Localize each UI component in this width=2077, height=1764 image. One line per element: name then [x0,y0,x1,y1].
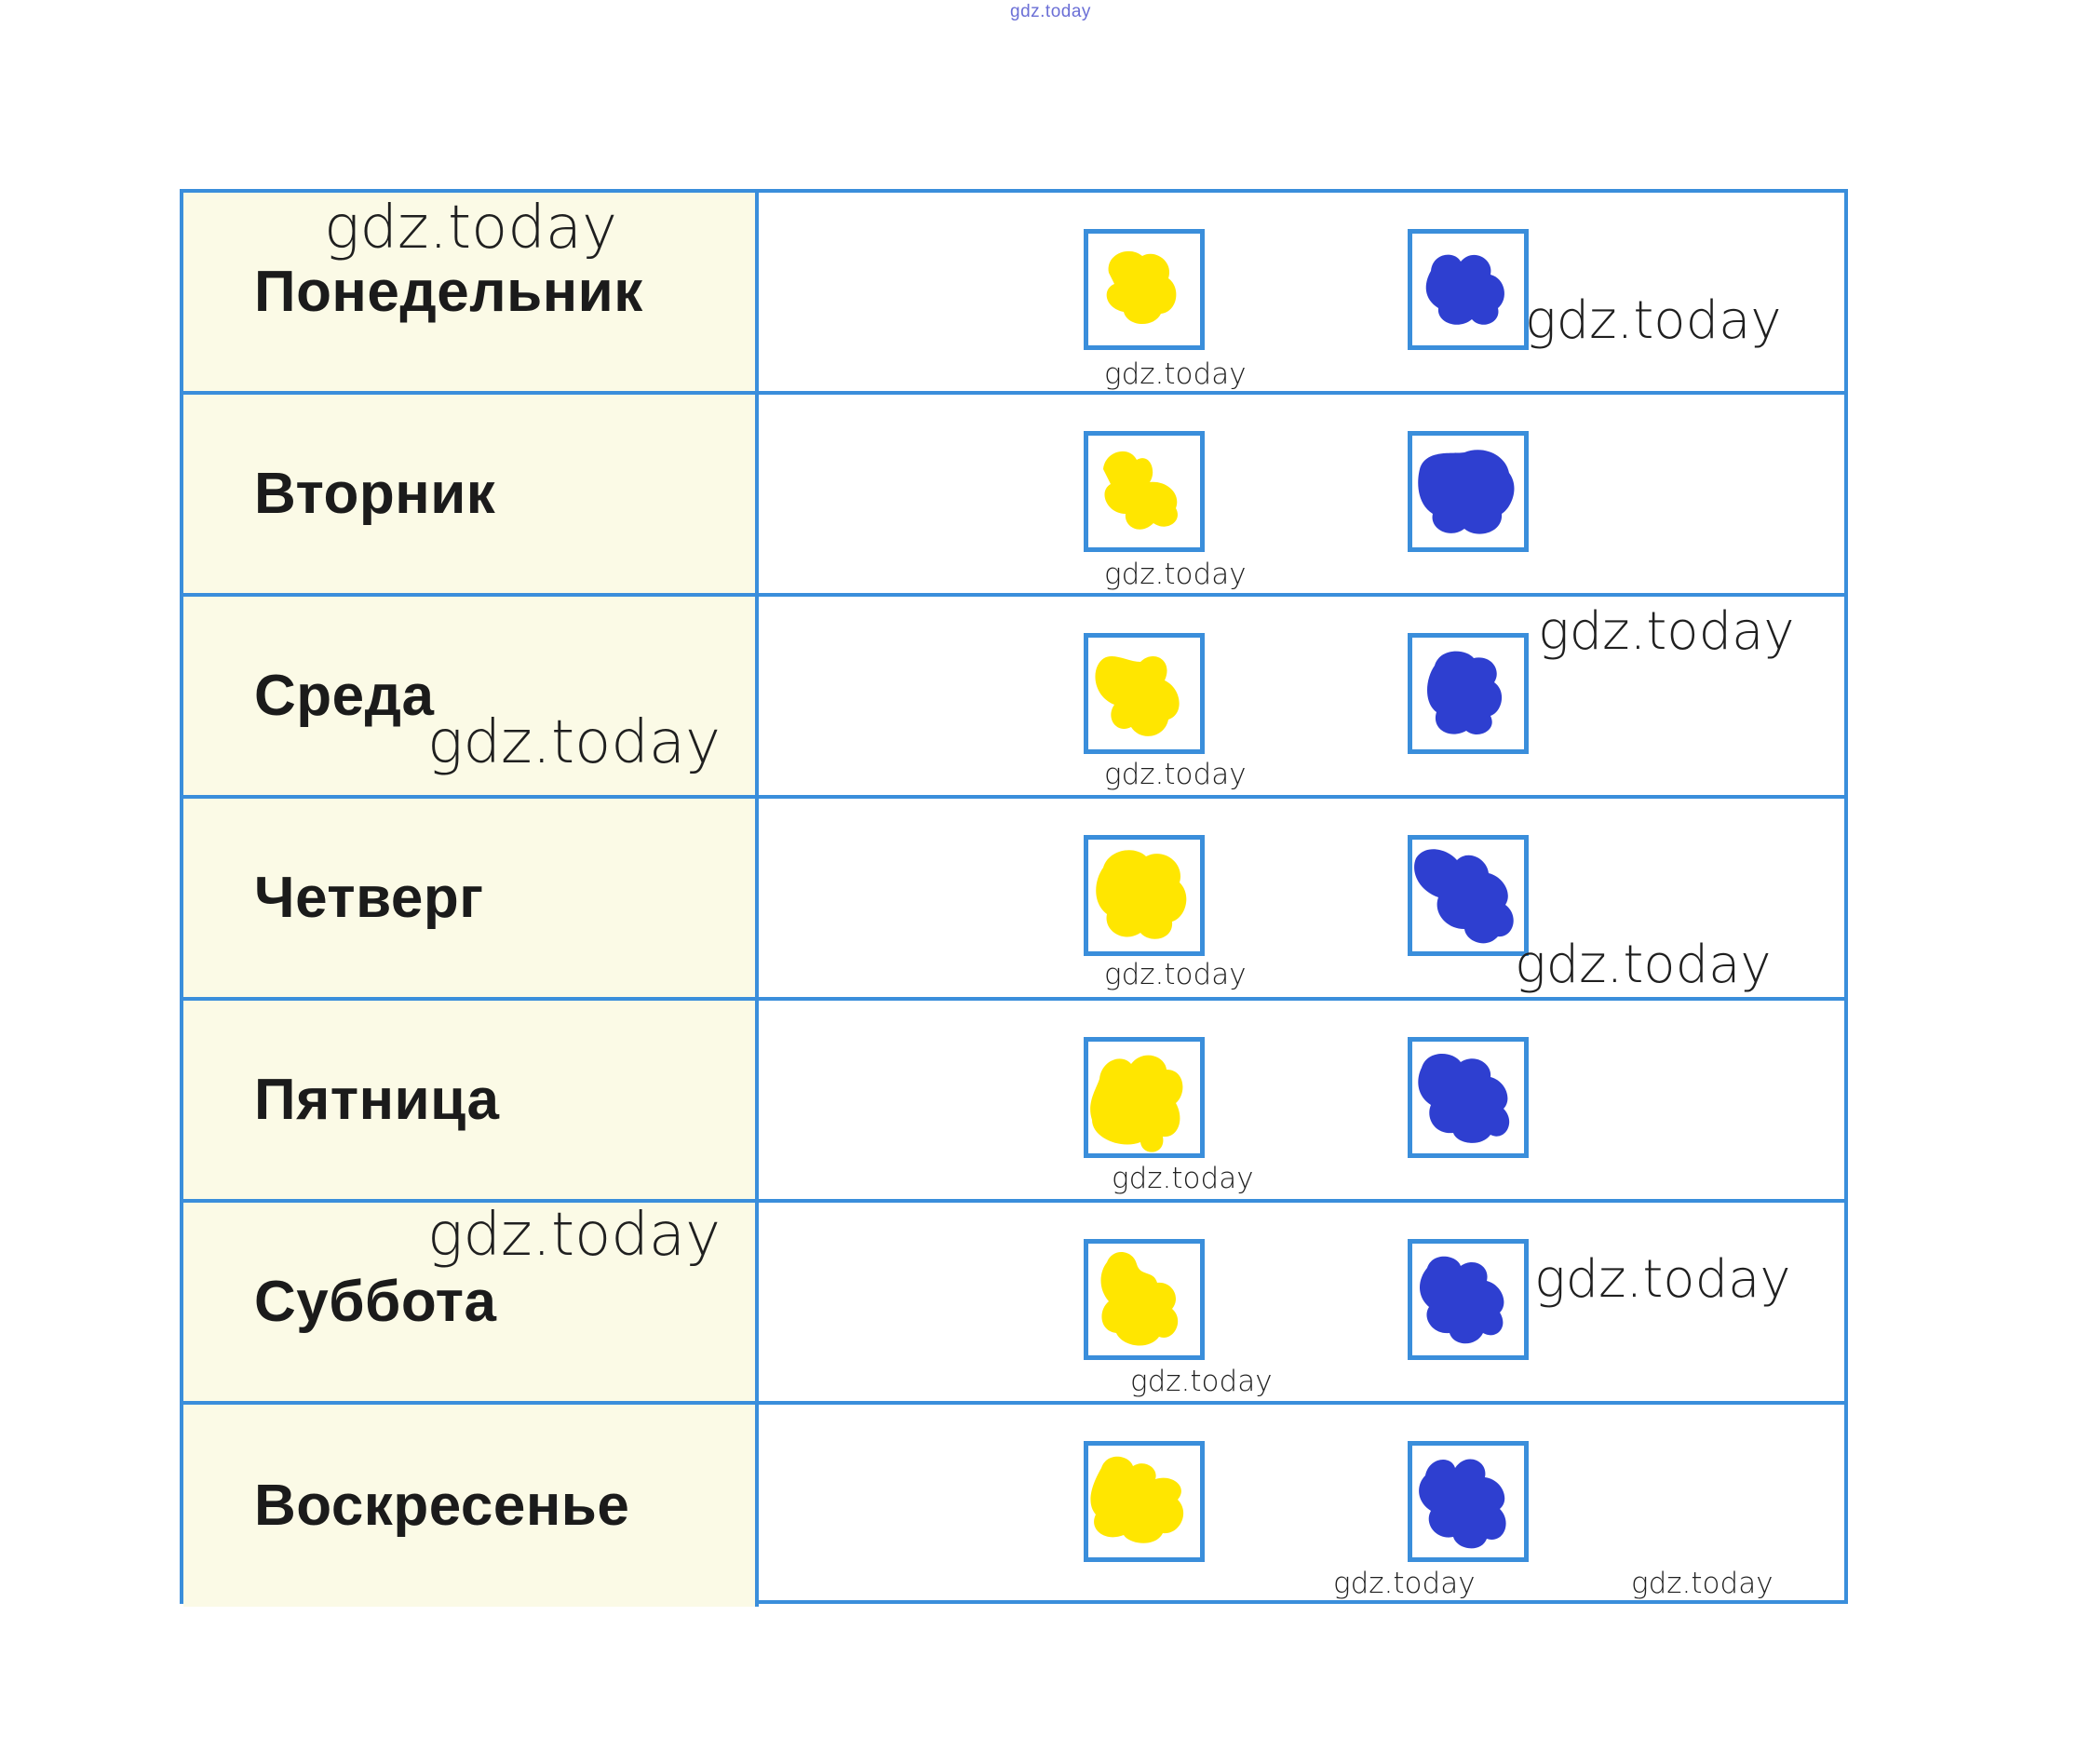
watermark: gdz.today [1515,935,1772,995]
blue-square[interactable] [1408,1037,1529,1158]
yellow-square[interactable] [1084,633,1205,754]
watermark: gdz.today [1333,1567,1476,1600]
weekday-table [180,189,1848,1604]
table-row [183,395,1844,597]
day-cell [183,799,759,997]
blue-square[interactable] [1408,229,1529,350]
table-row [183,799,1844,1001]
watermark: gdz.today [1104,558,1247,591]
yellow-square[interactable] [1084,1239,1205,1360]
watermark: gdz.today [427,708,721,777]
table-row [183,1001,1844,1203]
yellow-square[interactable] [1084,431,1205,552]
watermark: gdz.today [1104,357,1247,391]
day-label: Четверг [254,866,484,930]
yellow-square[interactable] [1084,1441,1205,1562]
blue-square[interactable] [1408,1441,1529,1562]
day-cell [183,597,759,795]
watermark: gdz.today [1112,1162,1254,1195]
table-row [183,1405,1844,1607]
table-row [183,193,1844,395]
watermark: gdz.today [1538,601,1795,662]
watermark: gdz.today [1525,290,1782,351]
watermark: gdz.today [1104,758,1247,791]
watermark-top: gdz.today [1010,2,1091,21]
blue-square[interactable] [1408,835,1529,956]
table-row [183,597,1844,799]
yellow-square[interactable] [1084,229,1205,350]
day-label: Воскресенье [254,1474,630,1538]
blue-square[interactable] [1408,431,1529,552]
blue-square[interactable] [1408,633,1529,754]
yellow-square[interactable] [1084,1037,1205,1158]
day-cell [183,193,759,391]
day-label: Пятница [254,1068,500,1132]
day-label: Вторник [254,462,496,526]
watermark: gdz.today [1631,1567,1774,1600]
blue-square[interactable] [1408,1239,1529,1360]
day-label: Суббота [254,1270,497,1334]
day-cell [183,1405,759,1607]
watermark: gdz.today [427,1201,721,1270]
day-label: Среда [254,664,435,728]
day-cell [183,1001,759,1199]
day-label: Понедельник [254,260,643,324]
watermark: gdz.today [1534,1249,1791,1310]
day-cell [183,395,759,593]
table-row [183,1203,1844,1405]
watermark: gdz.today [324,194,617,263]
watermark: gdz.today [1130,1365,1273,1398]
watermark: gdz.today [1104,958,1247,991]
yellow-square[interactable] [1084,835,1205,956]
day-cell [183,1203,759,1401]
